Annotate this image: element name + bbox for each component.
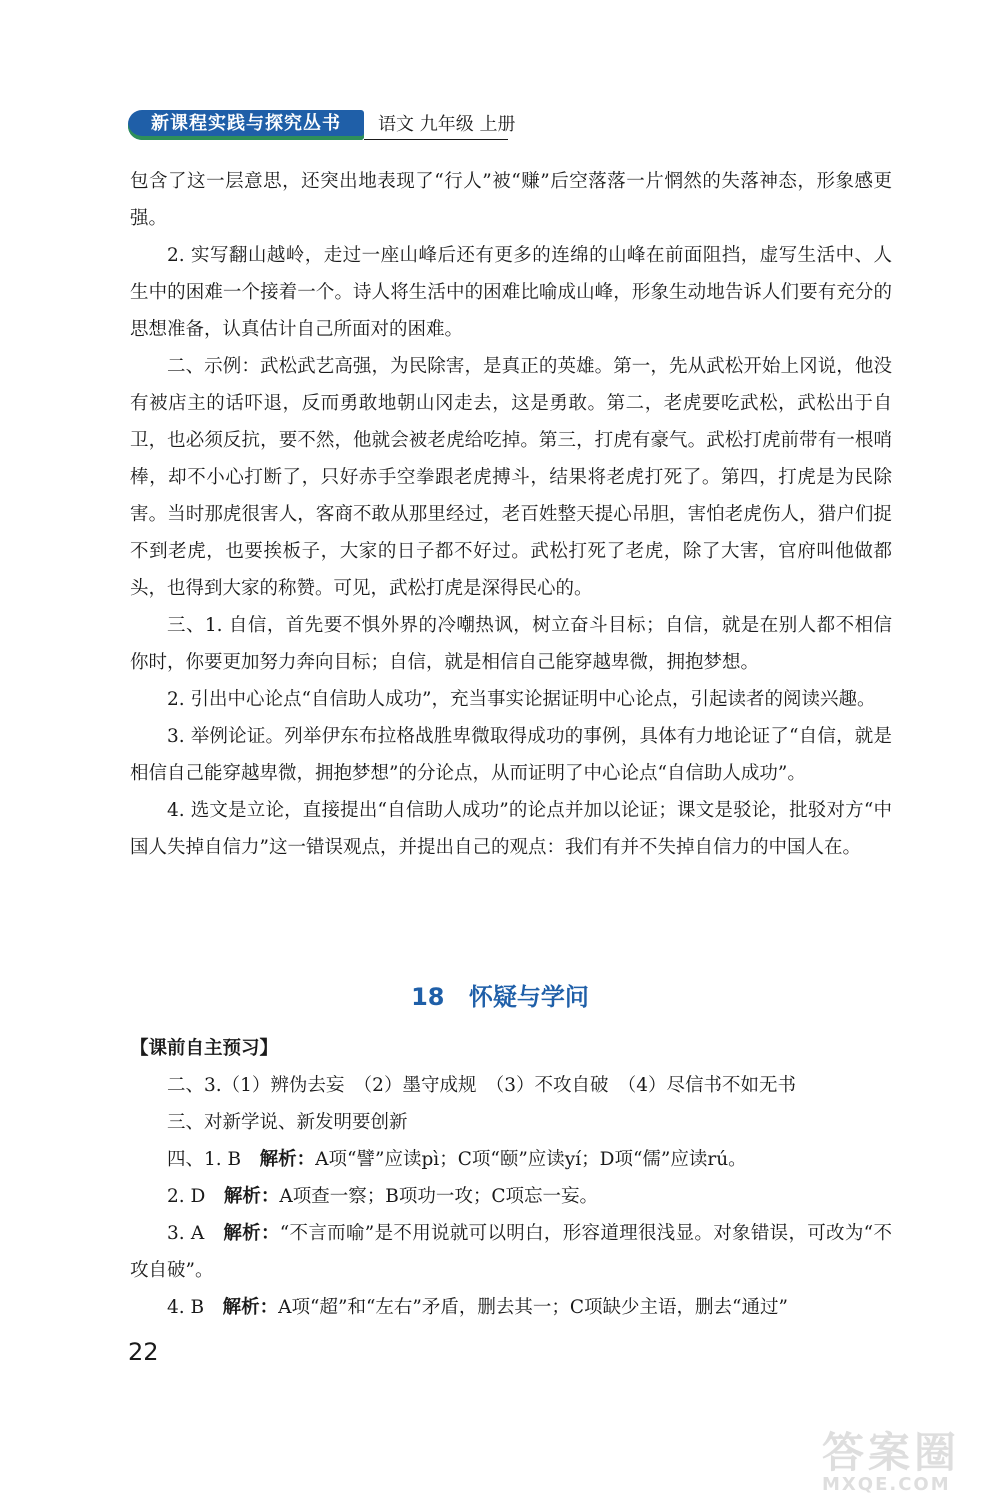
answer-line [130,1141,892,1178]
watermark-logo: 答案圈 [822,1428,961,1477]
subject-grade-label: 语文 九年级 上册 [378,114,516,135]
paragraph: 4. 选文是立论，直接提出“自信助人成功”的论点并加以论证；课文是驳论，批驳对方“中国人失掉自信力”这一错误观点，并提出自己的观点：我们有并不失掉自信力的中国人在。 [130,800,892,858]
series-badge: 新课程实践与探究丛书 [128,110,364,140]
paragraph: 2. 实写翻山越岭，走过一座山峰后还有更多的连绵的山峰在前面阻挡，虚写生活中、人生中的困难一个接着一个。诗人将生活中的困难比喻成山峰，形象生动地告诉人们要有充分的思想准备，认真估计自己所面对的困难。 [130,245,892,340]
analysis-label: 解析： [223,1186,280,1207]
paragraph: 三、1. 自信，首先要不惧外界的冷嘲热讽，树立奋斗目标；自信，就是在别人都不相信你时，你要更加努力奔向目标；自信，就是相信自己能穿越卑微，拥抱梦想。 [130,615,892,673]
paragraph: 包含了这一层意思，还突出地表现了“行人”被“赚”后空落落一片惘然的失落神态，形象感更强。 [130,171,892,229]
section-title [0,977,1000,1012]
page-header [128,110,516,142]
answer-prefix: 四、1. B [167,1149,242,1170]
preview-heading: 【课前自主预习】 [130,1038,279,1059]
analysis-label: 解析： [223,1223,280,1244]
page-number: 22 [128,1338,159,1366]
watermark-url: MXQE.COM [822,1474,951,1495]
header-rule [364,139,508,140]
answer-prefix: 2. D [167,1186,206,1207]
paragraph: 3. 举例论证。列举伊东布拉格战胜卑微取得成功的事例，具体有力地论证了“自信，就是相信自己能穿越卑微，拥抱梦想”的分论点，从而证明了中心论点“自信助人成功”。 [130,726,892,784]
answer-line [130,1215,892,1289]
answer-line: 二、3.（1）辨伪去妄 （2）墨守成规 （3）不攻自破 （4）尽信书不如无书 [167,1075,796,1096]
preview-answers-block [130,1030,892,1326]
analysis-text: “不言而喻”是不用说就可以明白，形容道理很浅显。对象错误，可改为“不攻自破”。 [130,1223,892,1281]
paragraph: 二、示例：武松武艺高强，为民除害，是真正的英雄。第一，先从武松开始上冈说，他没有被店主的话吓退，反而勇敢地朝山冈走去，这是勇敢。第二，老虎要吃武松，武松出于自卫，也必须反抗，要不然，他就会被老虎给吃掉。第三，打虎有豪气。武松打虎前带有一根哨棒，却不小心打断了，只好赤手空拳跟老虎搏斗，结果将老虎打死了。第四，打虎是为民除害。当时那虎很害人，客商不敢从那里经过，老百姓整天提心吊胆，害怕老虎伤人，猎户们捉不到老虎，也要挨板子，大家的日子都不好过。武松打死了老虎，除了大害，官府叫他做都头，也得到大家的称赞。可见，武松打虎是深得民心的。 [130,356,892,599]
analysis-label: 解析： [222,1297,279,1318]
analysis-text: A项“譬”应读pì；C项“颐”应读yí；D项“儒”应读rú。 [315,1149,747,1170]
analysis-label: 解析： [259,1149,316,1170]
section-number: 18 [411,983,445,1011]
answer-line: 三、对新学说、新发明要创新 [167,1112,408,1133]
answer-line [130,1289,892,1326]
answer-text-block [130,163,892,866]
answer-line [130,1178,892,1215]
section-title-text: 怀疑与学问 [468,983,589,1011]
paragraph: 2. 引出中心论点“自信助人成功”，充当事实论据证明中心论点，引起读者的阅读兴趣。 [167,689,876,710]
answer-prefix: 4. B [167,1297,205,1318]
answer-prefix: 3. A [167,1223,205,1244]
analysis-text: A项“超”和“左右”矛盾，删去其一；C项缺少主语，删去“通过” [278,1297,788,1318]
analysis-text: A项查一察；B项功一攻；C项忘一妄。 [279,1186,599,1207]
